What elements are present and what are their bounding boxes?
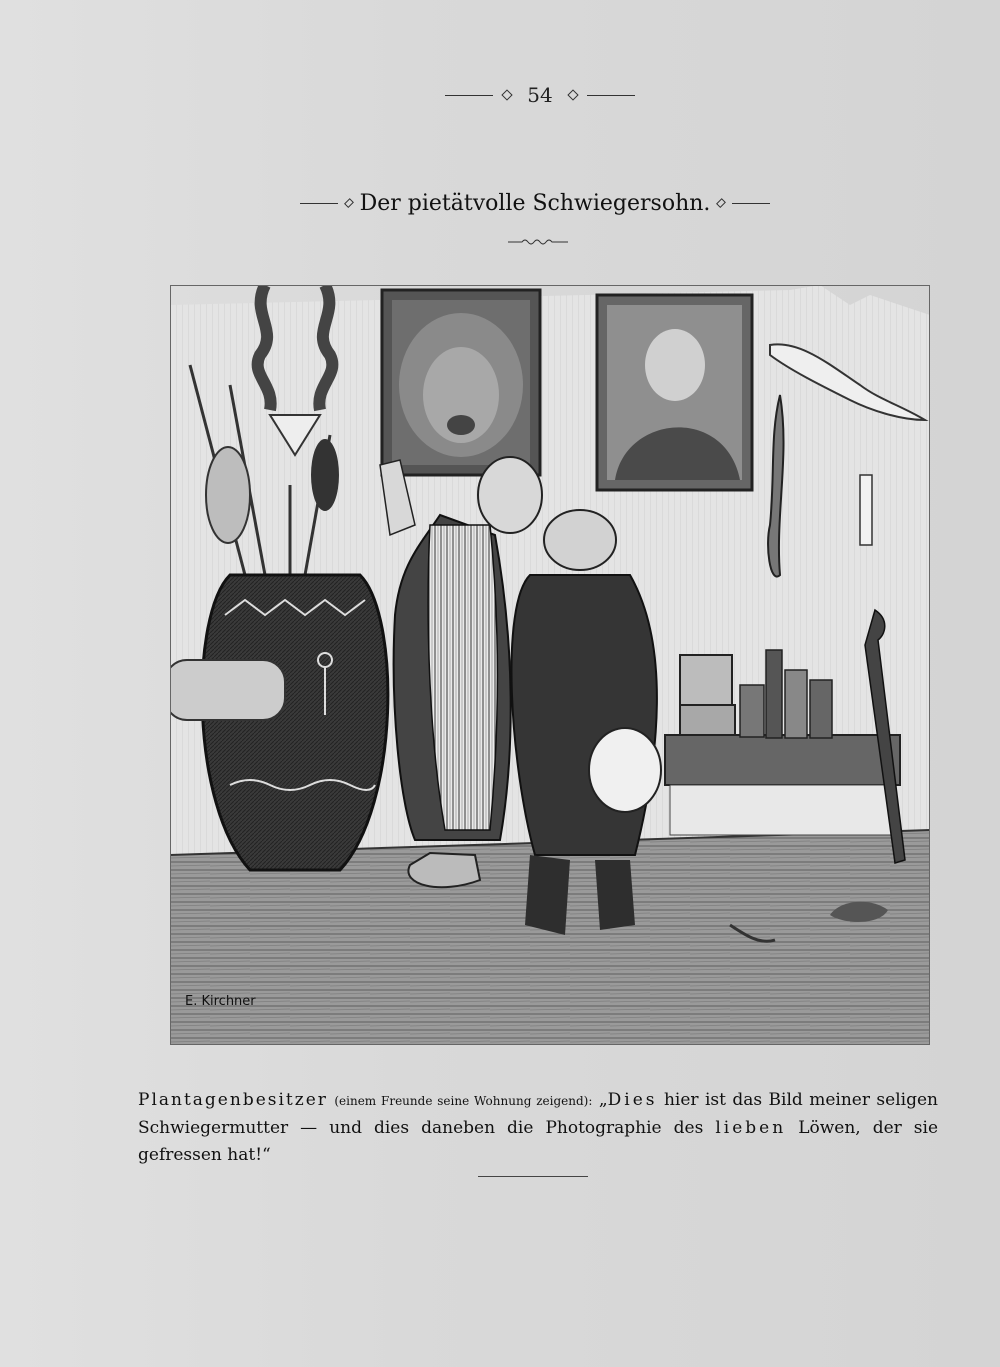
caption-stage-direction: (einem Freunde seine Wohnung zeigend): (334, 1094, 593, 1108)
diamond-ornament-icon (502, 89, 513, 100)
page-number-row (440, 80, 640, 110)
engraving-illustration (170, 285, 930, 1045)
title-rule-right (732, 203, 770, 204)
caption-speaker: Plantagenbesitzer (138, 1090, 328, 1110)
thermometer (860, 475, 872, 545)
title-rule-left (300, 203, 338, 204)
decorated-vase (202, 575, 388, 870)
bottom-rule (478, 1176, 588, 1177)
mother-in-law-portrait-frame (597, 295, 752, 490)
rule-left (445, 95, 493, 96)
caption-text-b: Löwen, der sie gefressen hat!“ (138, 1118, 939, 1165)
title-row (300, 186, 770, 220)
caption-quote-open: „ (598, 1090, 608, 1110)
caption-lieben: lieben (715, 1118, 787, 1138)
rule-right (587, 95, 635, 96)
lion-portrait-frame (382, 290, 540, 475)
diamond-ornament-icon (567, 89, 578, 100)
caption-text-a: hier ist das Bild meiner seligen Schwiegermutter — und dies daneben die Photographie des (138, 1090, 938, 1138)
caption-dies: Dies (607, 1090, 658, 1110)
squiggle-ornament-icon (508, 236, 568, 246)
diamond-ornament-icon (716, 198, 726, 208)
leather-bag (170, 660, 285, 720)
diamond-ornament-icon (344, 198, 354, 208)
caption (138, 1087, 938, 1169)
straw-hat (589, 728, 661, 812)
page-number: 54 (527, 83, 553, 107)
page-title: Der pietätvolle Schwiegersohn. (359, 190, 711, 216)
artist-signature: E. Kirchner (185, 994, 256, 1009)
